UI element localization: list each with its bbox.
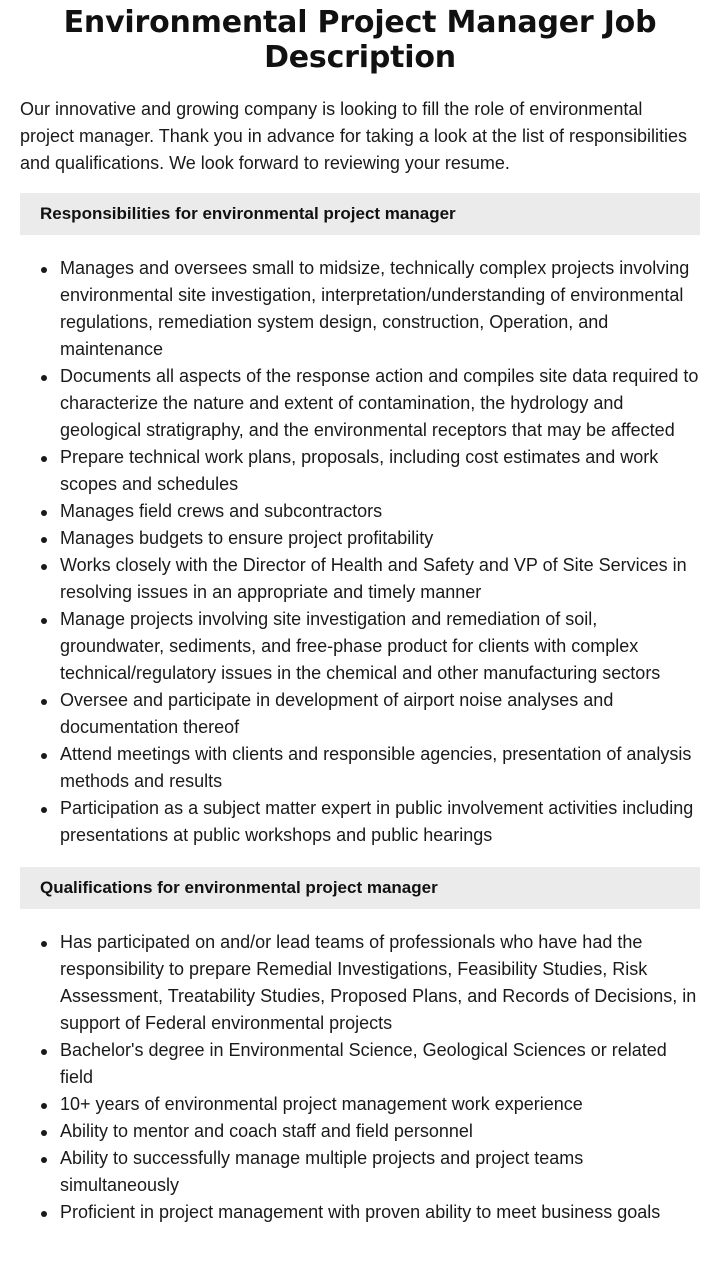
- responsibility-item: Oversee and participate in development of airport noise analyses and documentation thereof: [60, 687, 700, 741]
- qualification-item: Has participated on and/or lead teams of professionals who have had the responsibility to prepare Remedial Investigations, Feasibility Studies, Risk Assessment, Treatability Studies, Proposed Plans, and Records of Decisions, in support of Federal environmental projects: [60, 929, 700, 1037]
- responsibility-item: Works closely with the Director of Health and Safety and VP of Site Services in resolving issues in an appropriate and timely manner: [60, 552, 700, 606]
- responsibility-item: Manages field crews and subcontractors: [60, 498, 700, 525]
- qualification-item: Proficient in project management with proven ability to meet business goals: [60, 1199, 700, 1226]
- responsibility-item: Manage projects involving site investigation and remediation of soil, groundwater, sediments, and free-phase product for clients with complex technical/regulatory issues in the chemical and other manufacturing sectors: [60, 606, 700, 687]
- intro-paragraph: Our innovative and growing company is looking to fill the role of environmental project manager. Thank you in advance for taking a look at the list of responsibilities and qualifications. We look forward to reviewing your resume.: [20, 99, 688, 173]
- qualifications-list: [20, 929, 700, 1226]
- responsibility-item: Documents all aspects of the response action and compiles site data required to characterize the nature and extent of contamination, the hydrology and geological stratigraphy, and the environmental receptors that may be affected: [60, 363, 700, 444]
- page-title: Environmental Project Manager Job Description: [63, 5, 657, 75]
- responsibility-item: Prepare technical work plans, proposals, including cost estimates and work scopes and schedules: [60, 444, 700, 498]
- qualifications-heading: Qualifications for environmental project manager: [20, 867, 700, 909]
- qualification-item: Ability to successfully manage multiple projects and project teams simultaneously: [60, 1145, 700, 1199]
- responsibility-item: Attend meetings with clients and responsible agencies, presentation of analysis methods and results: [60, 741, 700, 795]
- responsibility-item: Participation as a subject matter expert in public involvement activities including presentations at public workshops and public hearings: [60, 795, 700, 849]
- responsibility-item: Manages and oversees small to midsize, technically complex projects involving environmental site investigation, interpretation/understanding of environmental regulations, remediation system design, construction, Operation, and maintenance: [60, 255, 700, 363]
- responsibilities-list: [20, 255, 700, 849]
- responsibilities-heading: Responsibilities for environmental project manager: [20, 193, 700, 235]
- responsibility-item: Manages budgets to ensure project profitability: [60, 525, 700, 552]
- qualification-item: Bachelor's degree in Environmental Science, Geological Sciences or related field: [60, 1037, 700, 1091]
- qualification-item: 10+ years of environmental project management work experience: [60, 1091, 700, 1118]
- qualification-item: Ability to mentor and coach staff and field personnel: [60, 1118, 700, 1145]
